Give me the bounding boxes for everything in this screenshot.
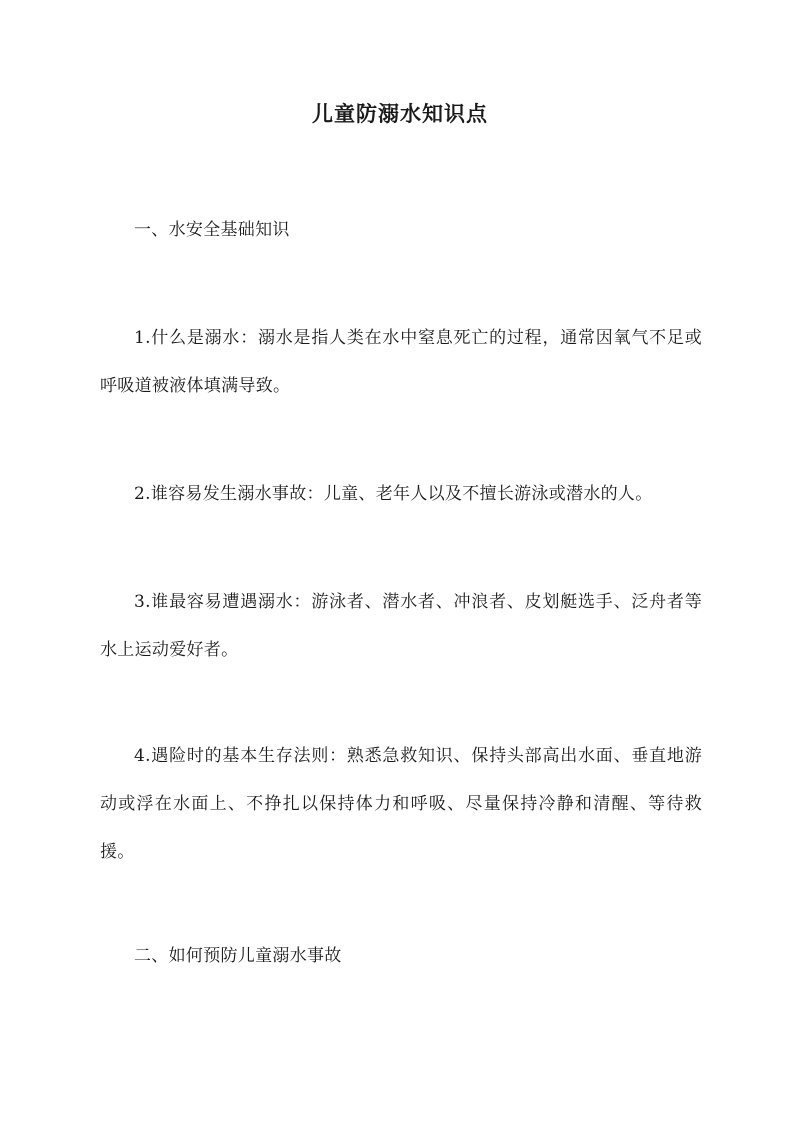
section-heading-prevention: 二、如何预防儿童溺水事故 <box>134 946 342 966</box>
paragraph-item-4: 4.遇险时的基本生存法则：熟悉急救知识、保持头部高出水面、垂直地游动或浮在水面上、不挣扎以保持体力和呼吸、尽量保持冷静和清醒、等待救援。 <box>100 746 702 862</box>
paragraph-item-1: 1.什么是溺水：溺水是指人类在水中窒息死亡的过程，通常因氧气不足或呼吸道被液体填满导致。 <box>100 328 702 396</box>
section-heading-basics: 一、水安全基础知识 <box>134 220 290 240</box>
document-title: 儿童防溺水知识点 <box>312 101 488 126</box>
paragraph-item-2: 2.谁容易发生溺水事故：儿童、老年人以及不擅长游泳或潜水的人。 <box>134 484 653 504</box>
paragraph-item-3: 3.谁最容易遭遇溺水：游泳者、潜水者、冲浪者、皮划艇选手、泛舟者等水上运动爱好者。 <box>100 592 702 660</box>
